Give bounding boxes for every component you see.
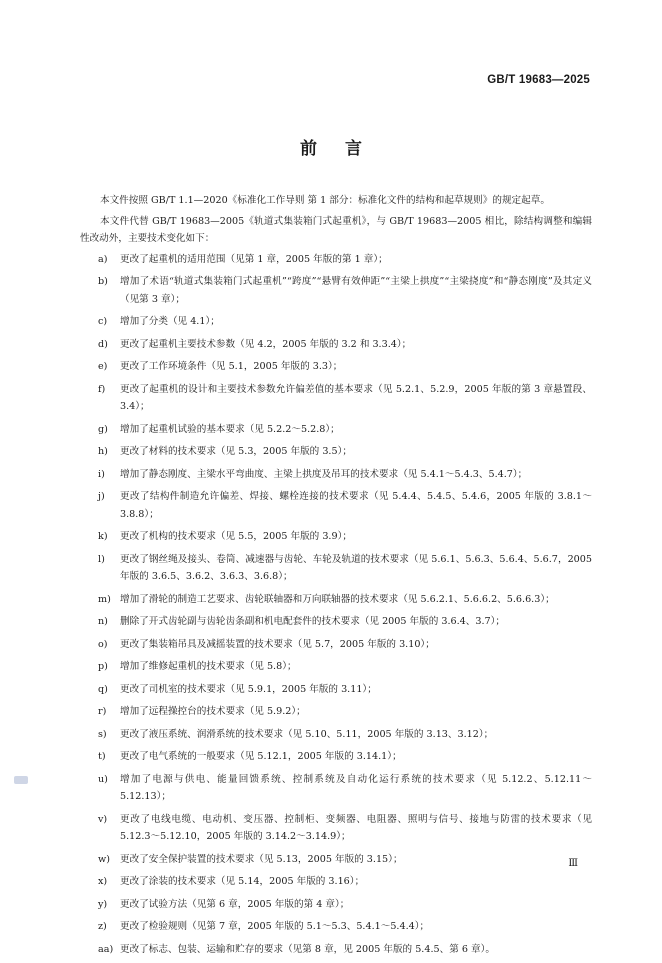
change-item-label: b) — [98, 276, 108, 287]
change-item-label: o) — [98, 638, 108, 650]
change-item-label: e) — [98, 361, 108, 372]
change-item-text: 增加了维修起重机的技术要求（见 5.8）； — [120, 661, 297, 672]
change-item-label: c) — [98, 316, 108, 327]
change-item — [80, 636, 592, 654]
change-item — [80, 528, 592, 546]
change-item-label: q) — [98, 683, 108, 695]
standard-number: GB/T 19683—2025 — [487, 74, 590, 86]
change-item — [80, 851, 592, 869]
change-item-text: 增加了术语“轨道式集装箱门式起重机”“跨度”“悬臂有效伸距”“主梁上拱度”“主梁挠度”和“静态刚度”及其定义（见第 3 章）； — [120, 276, 592, 305]
change-item-label: v) — [98, 813, 108, 825]
change-item-label: p) — [98, 661, 108, 672]
change-item-text: 更改了液压系统、润滑系统的技术要求（见 5.10、5.11，2005 年版的 3.13、3.12）； — [120, 728, 494, 740]
change-item — [80, 771, 592, 806]
change-item-text: 更改了起重机主要技术参数（见 4.2，2005 年版的 3.2 和 3.3.4）； — [120, 338, 412, 350]
change-item-text: 更改了起重机的设计和主要技术参数允许偏差值的基本要求（见 5.2.1、5.2.9，2005 年版的第 3 章悬置段、3.4）； — [120, 383, 592, 412]
side-logo-mark — [14, 776, 28, 784]
change-item — [80, 251, 592, 269]
change-item-text: 增加了静态刚度、主梁水平弯曲度、主梁上拱度及吊耳的技术要求（见 5.4.1～5.4.3、5.4.7）； — [120, 468, 528, 480]
change-item — [80, 613, 592, 631]
change-item-text: 增加了电源与供电、能量回馈系统、控制系统及自动化运行系统的技术要求（见 5.12.2、5.12.11～5.12.13）； — [120, 773, 592, 802]
change-item-label: h) — [98, 446, 108, 457]
change-item — [80, 941, 592, 959]
change-item-text: 增加了分类（见 4.1）； — [120, 316, 220, 327]
change-item — [80, 896, 592, 914]
change-item — [80, 336, 592, 354]
change-item-label: d) — [98, 338, 108, 350]
change-item — [80, 918, 592, 936]
change-item — [80, 658, 592, 676]
change-item-text: 更改了电气系统的一般要求（见 5.12.1，2005 年版的 3.14.1）； — [120, 751, 402, 762]
change-item-label: l) — [98, 553, 105, 565]
change-item — [80, 703, 592, 721]
change-item — [80, 811, 592, 846]
change-list — [80, 251, 592, 959]
change-item-text: 更改了电线电缆、电动机、变压器、控制柜、变频器、电阻器、照明与信号、接地与防雷的技术要求（见 5.12.3～5.12.10，2005 年版的 3.14.2～3.14.9）； — [120, 813, 592, 842]
change-item-text: 更改了涂装的技术要求（见 5.14，2005 年版的 3.16）； — [120, 876, 365, 887]
change-item — [80, 421, 592, 439]
intro-paragraph: 本文件按照 GB/T 1.1—2020《标准化工作导则 第 1 部分：标准化文件的结构和起草规则》的规定起草。 — [100, 195, 550, 206]
change-item-label: t) — [98, 751, 106, 762]
change-item-label: n) — [98, 616, 108, 627]
change-item — [80, 591, 592, 609]
change-item-text: 更改了试验方法（见第 6 章，2005 年版的第 4 章）； — [120, 898, 350, 910]
change-item-text: 更改了标志、包装、运输和贮存的要求（见第 8 章，见 2005 年版的 5.4.5、第 6 章）。 — [120, 943, 495, 955]
change-item-label: r) — [98, 706, 107, 717]
change-item-label: g) — [98, 423, 108, 435]
change-item-text: 增加了起重机试验的基本要求（见 5.2.2～5.2.8）； — [120, 423, 340, 435]
change-item — [80, 488, 592, 523]
change-item-label: i) — [98, 468, 105, 480]
change-item-label: j) — [98, 491, 105, 502]
change-item — [80, 873, 592, 891]
change-item-label: s) — [98, 728, 107, 740]
change-item-label: u) — [98, 773, 108, 785]
change-item-label: k) — [98, 531, 108, 542]
change-item — [80, 443, 592, 461]
change-item-label: m) — [98, 593, 111, 605]
change-item-label: z) — [98, 921, 107, 932]
change-item-text: 更改了集装箱吊具及减摇装置的技术要求（见 5.7，2005 年版的 3.10）； — [120, 638, 435, 650]
change-item-text: 更改了司机室的技术要求（见 5.9.1，2005 年版的 3.11）； — [120, 683, 377, 695]
change-item — [80, 748, 592, 766]
change-item-label: y) — [98, 898, 108, 910]
change-item-text: 更改了安全保护装置的技术要求（见 5.13，2005 年版的 3.15）； — [120, 853, 403, 865]
page-number: Ⅲ — [568, 858, 578, 869]
change-item-text: 删除了开式齿轮副与齿轮齿条副和机电配套件的技术要求（见 2005 年版的 3.6.4、3.7）； — [120, 616, 506, 627]
document-body — [80, 192, 592, 963]
change-item-text: 更改了检验规则（见第 7 章，2005 年版的 5.1～5.3、5.4.1～5.4.4）； — [120, 921, 430, 932]
change-item-label: f) — [98, 383, 106, 395]
change-item — [80, 358, 592, 376]
change-item-text: 更改了结构件制造允许偏差、焊接、螺栓连接的技术要求（见 5.4.4、5.4.5、5.4.6，2005 年版的 3.8.1～3.8.8）； — [120, 491, 592, 520]
change-item-label: w) — [98, 853, 110, 865]
change-item-text: 更改了起重机的适用范围（见第 1 章，2005 年版的第 1 章）； — [120, 253, 388, 265]
change-item-text: 更改了工作环境条件（见 5.1，2005 年版的 3.3）； — [120, 361, 343, 372]
change-item — [80, 273, 592, 308]
change-item — [80, 681, 592, 699]
change-item-text: 更改了材料的技术要求（见 5.3，2005 年版的 3.5）； — [120, 446, 352, 457]
page-title: 前言 — [300, 139, 390, 159]
change-item-text: 增加了远程操控台的技术要求（见 5.9.2）； — [120, 706, 306, 717]
change-item-text: 更改了机构的技术要求（见 5.5，2005 年版的 3.9）； — [120, 531, 352, 542]
change-item-label: aa) — [98, 943, 114, 955]
change-item — [80, 466, 592, 484]
change-item — [80, 381, 592, 416]
change-item — [80, 726, 592, 744]
change-item-text: 更改了钢丝绳及接头、卷筒、减速器与齿轮、车轮及轨道的技术要求（见 5.6.1、5.6.3、5.6.4、5.6.7，2005 年版的 3.6.5、3.6.2、3.6.3、3.6.8）； — [120, 553, 592, 582]
change-item — [80, 313, 592, 331]
change-item-label: x) — [98, 876, 108, 887]
change-item — [80, 551, 592, 586]
intro-paragraph: 本文件代替 GB/T 19683—2005《轨道式集装箱门式起重机》，与 GB/T 19683—2005 相比，除结构调整和编辑性改动外，主要技术变化如下： — [80, 215, 592, 244]
change-item-text: 增加了滑轮的制造工艺要求、齿轮联轴器和万向联轴器的技术要求（见 5.6.2.1、5.6.6.2、5.6.6.3）； — [120, 593, 555, 605]
change-item-label: a) — [98, 253, 108, 265]
